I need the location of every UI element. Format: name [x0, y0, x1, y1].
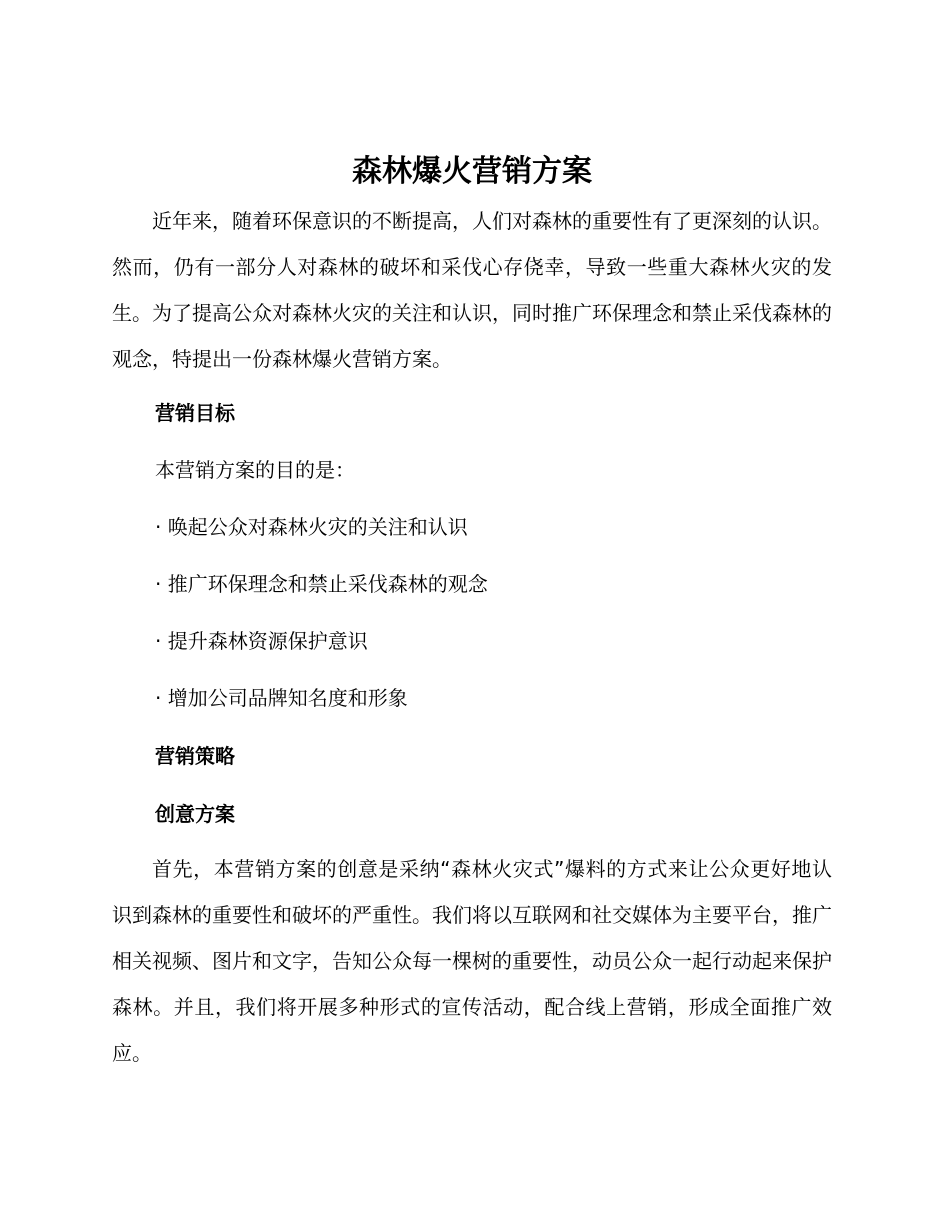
- section-heading-strategy: 营销策略: [155, 744, 235, 768]
- goal-item: · 增加公司品牌知名度和形象: [155, 686, 408, 710]
- goal-item: · 提升森林资源保护意识: [155, 629, 368, 653]
- goals-intro: 本营销方案的目的是：: [155, 458, 355, 482]
- goal-item: · 唤起公众对森林火灾的关注和认识: [155, 515, 468, 539]
- goal-item: · 推广环保理念和禁止采伐森林的观念: [155, 572, 488, 596]
- document-title: 森林爆火营销方案: [352, 154, 592, 189]
- subsection-heading-creative: 创意方案: [155, 802, 235, 826]
- creative-paragraph: 首先，本营销方案的创意是采纳“森林火灾式”爆料的方式来让公众更好地认识到森林的重要性和破坏的严重性。我们将以互联网和社交媒体为主要平台，推广相关视频、图片和文字，告知公众每一棵树的重要性，动员公众一起行动起来保护森林。并且，我们将开展多种形式的宣传活动，配合线上营销，形成全面推广效应。: [112, 857, 832, 1065]
- section-heading-goals: 营销目标: [155, 401, 235, 425]
- intro-paragraph: 近年来，随着环保意识的不断提高，人们对森林的重要性有了更深刻的认识。然而，仍有一部分人对森林的破坏和采伐心存侥幸，导致一些重大森林火灾的发生。为了提高公众对森林火灾的关注和认识，同时推广环保理念和禁止采伐森林的观念，特提出一份森林爆火营销方案。: [112, 209, 832, 371]
